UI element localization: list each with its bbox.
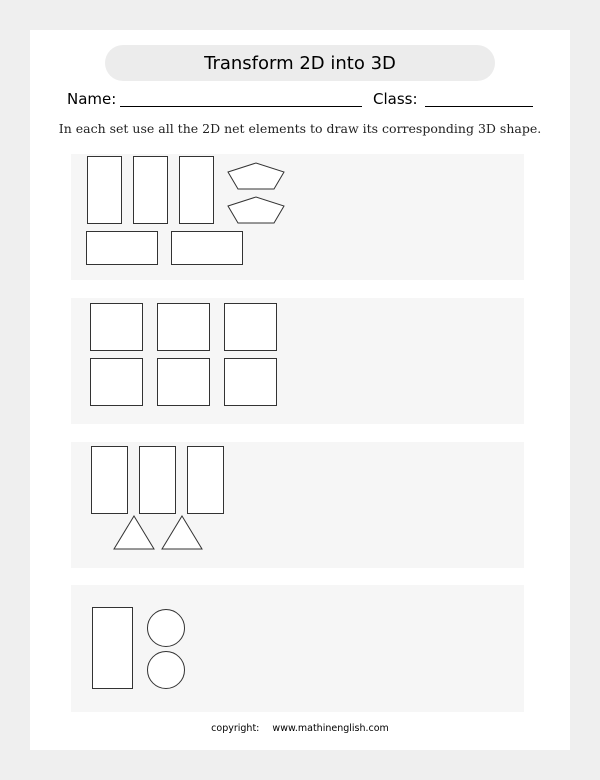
rectangle-face: [86, 231, 158, 265]
triangle-face: [113, 515, 155, 551]
rectangle-face: [133, 156, 168, 224]
triangle-face: [161, 515, 203, 551]
worksheet-title: Transform 2D into 3D: [105, 45, 495, 81]
rectangle-face: [92, 607, 133, 689]
name-label: Name:: [67, 90, 117, 108]
rectangle-face: [187, 446, 224, 514]
copyright-label: copyright:: [211, 723, 260, 734]
worksheet-page: [30, 30, 570, 750]
square-face: [224, 303, 277, 351]
rectangle-face: [171, 231, 243, 265]
rectangle-face: [91, 446, 128, 514]
shape-set-pentagonal-prism: [71, 154, 524, 280]
square-face: [224, 358, 277, 406]
rectangle-face: [87, 156, 122, 224]
circle-face: [147, 651, 185, 689]
square-face: [90, 358, 143, 406]
class-field-line[interactable]: [425, 106, 533, 107]
shape-set-triangular-prism: [71, 442, 524, 568]
shape-set-cylinder: [71, 585, 524, 712]
square-face: [157, 303, 210, 351]
class-label: Class:: [373, 90, 418, 108]
pentagon-face: [227, 196, 285, 224]
instruction-text: In each set use all the 2D net elements to draw its corresponding 3D shape.: [58, 121, 542, 136]
pentagon-face: [227, 162, 285, 190]
rectangle-face: [179, 156, 214, 224]
name-class-row: [67, 88, 537, 112]
site-link[interactable]: www.mathinenglish.com: [272, 723, 389, 734]
copyright-footer: [30, 723, 570, 734]
square-face: [90, 303, 143, 351]
shape-set-cube: [71, 298, 524, 424]
circle-face: [147, 609, 185, 647]
name-field-line[interactable]: [120, 106, 362, 107]
rectangle-face: [139, 446, 176, 514]
square-face: [157, 358, 210, 406]
